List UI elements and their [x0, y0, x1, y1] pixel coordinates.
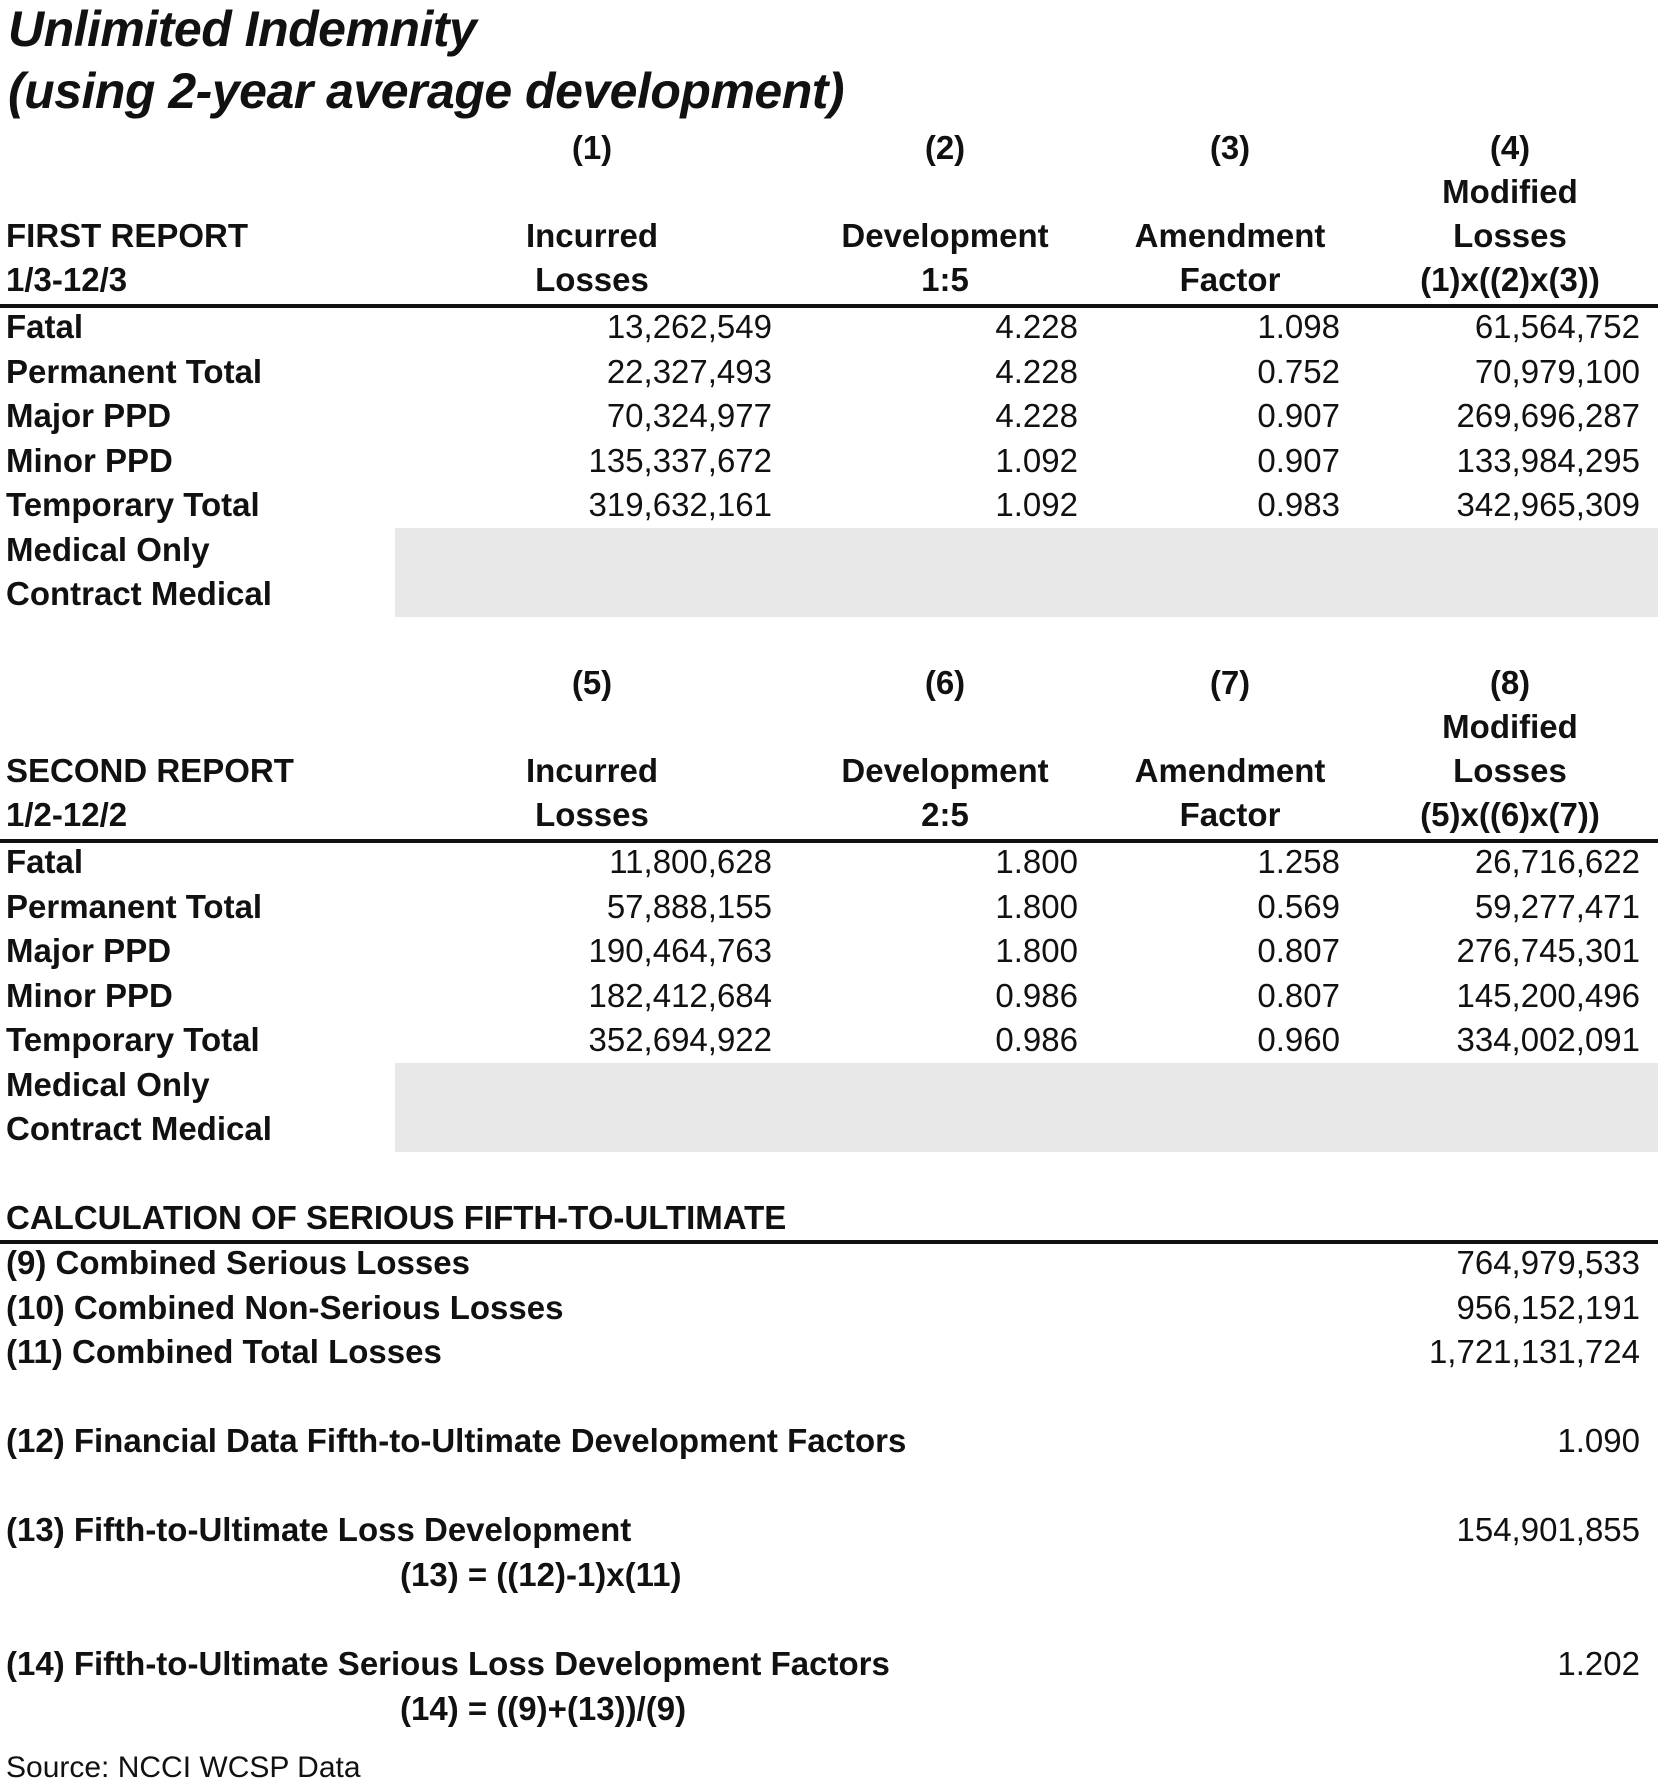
col-4-formula: (1)x((2)x(3))	[1420, 261, 1600, 298]
col-7-subtitle: Factor	[1179, 796, 1281, 833]
calc-row-10: (10) Combined Non-Serious Losses 956,152,191	[6, 1288, 1640, 1326]
col-4-title-2: Losses	[1453, 217, 1567, 254]
col-1-subtitle: Losses	[535, 261, 649, 298]
calc-row-9: (9) Combined Serious Losses 764,979,533	[6, 1244, 1640, 1281]
col-5-title: Incurred	[525, 752, 659, 789]
col-2-subtitle: 1:5	[921, 261, 969, 298]
col-8-formula: (5)x((6)x(7))	[1420, 796, 1600, 833]
page-title: Unlimited Indemnity	[8, 1, 477, 57]
table-row: Fatal 13,262,549 4.228 1.098 61,564,752	[6, 308, 1640, 345]
first-report-label: FIRST REPORT	[6, 217, 249, 254]
col-5-subtitle: Losses	[535, 796, 649, 833]
col-5-number: (5)	[571, 664, 613, 701]
calc-row-13: (13) Fifth-to-Ultimate Loss Development 154,901,855	[6, 1511, 1640, 1548]
col-6-number: (6)	[924, 664, 966, 701]
table-row: Permanent Total 57,888,155 1.800 0.569 59,277,471	[6, 887, 1640, 925]
second-report-label: SECOND REPORT	[6, 752, 294, 789]
table-row: Fatal 11,800,628 1.800 1.258 26,716,622	[6, 843, 1640, 880]
table-row: Temporary Total 319,632,161 1.092 0.983 342,965,309	[6, 486, 1640, 523]
col-4-number: (4)	[1489, 129, 1531, 166]
col-3-title: Amendment	[1134, 217, 1326, 254]
formula-14: (14) = ((9)+(13))/(9)	[400, 1690, 687, 1727]
col-8-title: Modified	[1442, 708, 1578, 745]
col-1-number: (1)	[571, 129, 613, 166]
col-1-title: Incurred	[525, 217, 659, 254]
source-note: Source: NCCI WCSP Data	[6, 1751, 361, 1784]
col-6-title: Development	[841, 752, 1049, 789]
table-row: Medical Only	[6, 530, 210, 568]
table-row: Contract Medical	[6, 1110, 272, 1147]
table-row: Minor PPD 182,412,684 0.986 0.807 145,200,496	[6, 976, 1640, 1014]
col-8-number: (8)	[1489, 664, 1531, 701]
col-3-subtitle: Factor	[1179, 261, 1281, 298]
page-subtitle: (using 2-year average development)	[8, 63, 845, 119]
table-row: Permanent Total 22,327,493 4.228 0.752 70,979,100	[6, 352, 1640, 390]
col-7-number: (7)	[1209, 664, 1251, 701]
table-row: Temporary Total 352,694,922 0.986 0.960 334,002,091	[6, 1021, 1640, 1058]
calculation-heading: CALCULATION OF SERIOUS FIFTH-TO-ULTIMATE	[6, 1199, 787, 1236]
calc-row-12: (12) Financial Data Fifth-to-Ultimate Development Factors 1.090	[6, 1422, 1640, 1459]
first-report-period: 1/3-12/3	[6, 261, 128, 298]
formula-13: (13) = ((12)-1)x(11)	[400, 1556, 682, 1593]
col-2-title: Development	[841, 217, 1049, 254]
table-row: Minor PPD 135,337,672 1.092 0.907 133,984,295	[6, 441, 1640, 479]
col-8-title-2: Losses	[1453, 752, 1567, 789]
second-report-period: 1/2-12/2	[6, 796, 128, 833]
col-6-subtitle: 2:5	[921, 796, 969, 833]
col-7-title: Amendment	[1134, 752, 1326, 789]
col-4-title: Modified	[1442, 173, 1578, 210]
calc-row-14: (14) Fifth-to-Ultimate Serious Loss Development Factors 1.202	[6, 1645, 1640, 1682]
table-row: Major PPD 70,324,977 4.228 0.907 269,696,287	[6, 397, 1640, 434]
calc-row-11: (11) Combined Total Losses 1,721,131,724	[6, 1333, 1640, 1370]
col-3-number: (3)	[1209, 129, 1251, 166]
table-row: Major PPD 190,464,763 1.800 0.807 276,745,301	[6, 932, 1640, 969]
col-2-number: (2)	[924, 129, 966, 166]
table-row: Contract Medical	[6, 575, 272, 612]
table-row: Medical Only	[6, 1065, 210, 1103]
